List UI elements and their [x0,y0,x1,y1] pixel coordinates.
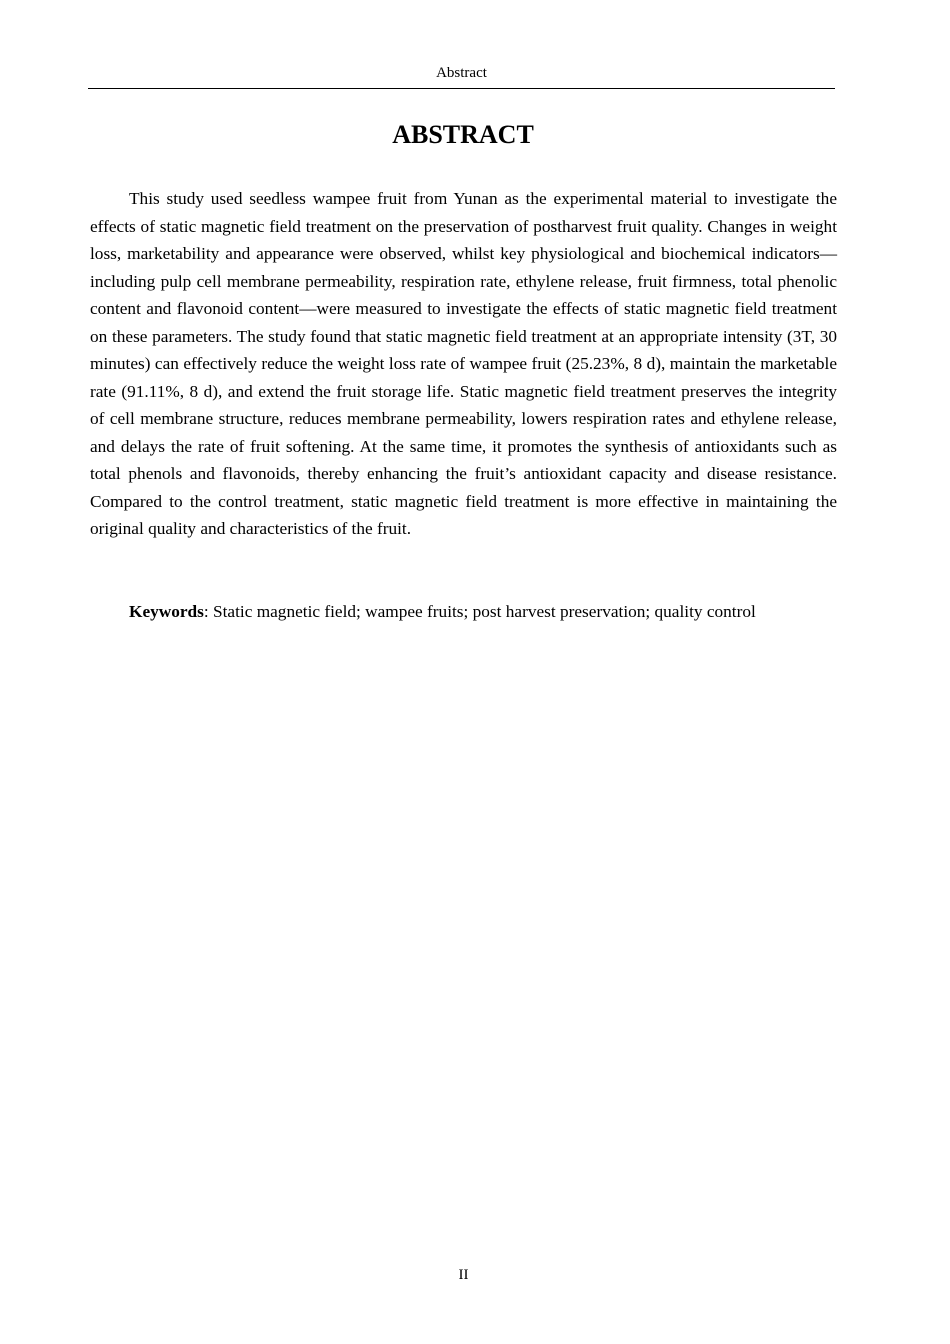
keywords-line [90,598,837,626]
keywords-separator: : [203,602,209,621]
abstract-title: ABSTRACT [392,120,534,149]
keywords-label: Keywords [129,602,204,621]
keywords-list: Static magnetic field; wampee fruits; post harvest preservation; quality control [208,602,756,621]
running-header [88,62,835,89]
page-number: II [458,1267,469,1283]
running-header-title: Abstract [436,65,487,81]
abstract-paragraph: This study used seedless wampee fruit from Yunan as the experimental material to investigate the effects of static magnetic field treatment on the preservation of postharvest fruit quality. Changes in weight loss, marketability and appearance were observed, whilst key physiological and biochemical indicators—including pulp cell membrane permeability, respiration rate, ethylene release, fruit firmness, total phenolic content and flavonoid content—were measured to investigate the effects of static magnetic field treatment on these parameters. The study found that static magnetic field treatment at an appropriate intensity (3T, 30 minutes) can effectively reduce the weight loss rate of wampee fruit (25.23%, 8 d), maintain the marketable rate (91.11%, 8 d), and extend the fruit storage life. Static magnetic field treatment preserves the integrity of cell membrane structure, reduces membrane permeability, lowers respiration rates and ethylene release, and delays the rate of fruit softening. At the same time, it promotes the synthesis of antioxidants such as total phenols and flavonoids, thereby enhancing the fruit’s antioxidant capacity and disease resistance. Compared to the control treatment, static magnetic field treatment is more effective in maintaining the original quality and characteristics of the fruit. [90,189,837,538]
